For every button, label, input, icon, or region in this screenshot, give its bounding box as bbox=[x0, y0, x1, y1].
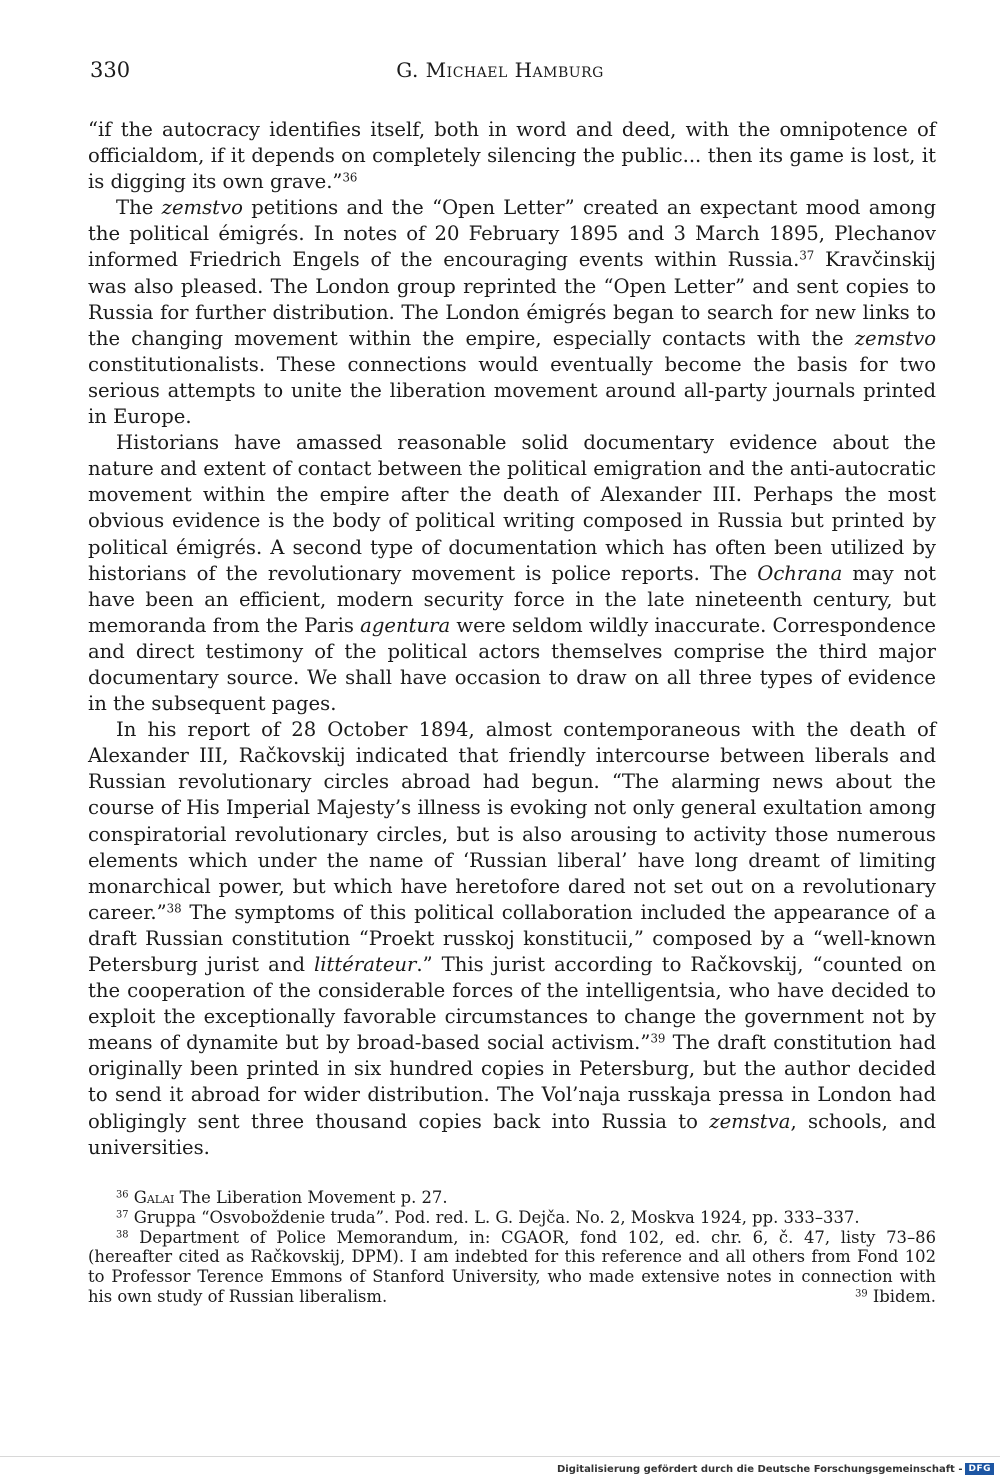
text-run: , schools, and universities. bbox=[88, 1109, 936, 1159]
footnote-number: 36 bbox=[116, 1189, 129, 1201]
italic-term: littérateur bbox=[314, 953, 417, 976]
paragraph-2 bbox=[88, 195, 936, 430]
footnote-36 bbox=[88, 1188, 936, 1208]
footnote-ref-39: 39 bbox=[650, 1031, 666, 1046]
page-number: 330 bbox=[90, 58, 131, 82]
text-run: The draft constitution had originally been printed in six hundred copies in Petersburg, but the author decided to send it abroad for wider distribution. The Vol’naja russkaja pressa in London had obligingly sent three thousand copies back into Russia to bbox=[88, 1031, 936, 1133]
footnote-text: Gruppa “Osvoboždenie truda”. Pod. red. L. G. Dejča. No. 2, Moskva 1924, pp. 333–337. bbox=[128, 1207, 860, 1227]
text-run: were seldom wildly inaccurate. Correspondence and direct testimony of the political actors themselves comprise the third major documentary source. We shall have occasion to draw on all three types of evidence in the subsequent pages. bbox=[88, 613, 936, 716]
footnote-ref-38: 38 bbox=[166, 901, 182, 916]
body-text bbox=[88, 117, 936, 1161]
text-run: petitions and the “Open Letter” created an expectant mood among the political émigrés. In notes of 20 February 1895 and 3 March 1895, Plechanov informed Friedrich Engels of the encouraging events within Russia. bbox=[88, 196, 936, 272]
footer-rule bbox=[0, 1456, 1000, 1457]
footnotes bbox=[88, 1188, 936, 1307]
footnote-38 bbox=[88, 1228, 936, 1307]
footnote-text: Ibidem. bbox=[867, 1286, 936, 1306]
footnote-37 bbox=[88, 1208, 936, 1228]
italic-term: Ochrana bbox=[757, 561, 843, 585]
footnote-text: The Liberation Movement p. 27. bbox=[174, 1188, 448, 1207]
text-run: In his report of 28 October 1894, almost contemporaneous with the death of Alexander III, Račkovskij indicated that friendly intercourse between liberals and Russian revolutionary circles abroad had begun. “The alarming news about the course of His Imperial Majesty’s illness is evoking not only general exultation among conspiratorial revolutionary circles, but is also arousing to activity those numerous elements which under the name of ‘Russian liberal’ have long dreamt of limiting monarchical power, but which have heretofore dared not set out on a revolutionary career.” bbox=[88, 718, 936, 924]
dfg-logo-icon: DFG bbox=[965, 1463, 994, 1475]
paragraph-3 bbox=[88, 430, 936, 717]
digitization-text: Digitalisierung gefördert durch die Deutsche Forschungsgemeinschaft - bbox=[556, 1463, 963, 1475]
digitization-note bbox=[557, 1463, 994, 1475]
text-run: The bbox=[116, 196, 162, 220]
paragraph-4 bbox=[88, 717, 936, 1161]
text-run: may not have been an efficient, modern security force in the late nineteenth century, but memoranda from the Paris bbox=[88, 561, 937, 637]
footnote-author: Galai bbox=[133, 1188, 175, 1207]
footnote-39 bbox=[827, 1287, 936, 1307]
paragraph-1 bbox=[88, 117, 936, 195]
footnote-text: Department of Police Memorandum, in: CGAOR, fond 102, ed. chr. 6, č. 47, listy 73–86 (hereafter cited as Račkovskij, DPM). I am indebted for this reference and all others from Fond 102 to Professor Terence Emmons of Stanford University, who made extensive notes in connection with his own study of Russian liberalism. bbox=[88, 1227, 936, 1306]
footnote-number: 39 bbox=[855, 1288, 868, 1300]
text-run: Historians have amassed reasonable solid documentary evidence about the nature and extent of contact between the political emigration and the anti-autocratic movement within the empire after the death of Alexander III. Perhaps the most obvious evidence is the body of political writing composed in Russia but printed by political émigrés. A second type of documentation which has often been utilized by historians of the revolutionary movement is police reports. The bbox=[88, 431, 936, 585]
italic-term: zemstvo bbox=[854, 326, 936, 350]
text-run: Kravčinskij was also pleased. The London group reprinted the “Open Letter” and sent copies to Russia for further distribution. The London émigrés began to search for new links to the changing movement within the empire, especially contacts with the bbox=[88, 248, 936, 350]
text-run: “if the autocracy identifies itself, both in word and deed, with the omnipotence of officialdom, if it depends on completely silencing the public... then its game is lost, it is digging its own grave.” bbox=[88, 118, 936, 194]
footnote-ref-37: 37 bbox=[799, 249, 815, 264]
italic-term: zemstvo bbox=[161, 196, 243, 220]
footnote-number: 37 bbox=[116, 1209, 129, 1221]
text-run: constitutionalists. These connections would eventually become the basis for two serious attempts to unite the liberation movement around all-party journals printed in Europe. bbox=[88, 352, 936, 429]
text-run: .” This jurist according to Račkovskij, “counted on the cooperation of the considerable forces of the intelligentsia, who have decided to exploit the exceptionally favorable circumstances to change the government not by means of dynamite but by broad-based social activism.” bbox=[88, 953, 936, 1055]
footnote-number: 38 bbox=[116, 1229, 129, 1241]
italic-term: zemstva bbox=[709, 1109, 791, 1133]
italic-term: agentura bbox=[360, 613, 451, 637]
footnote-ref-36: 36 bbox=[342, 170, 358, 185]
text-run: The symptoms of this political collaboration included the appearance of a draft Russian constitution “Proekt russkoj konstitucii,” composed by a “well-known Petersburg jurist and bbox=[88, 900, 936, 976]
running-head: G. Michael Hamburg bbox=[396, 58, 604, 82]
